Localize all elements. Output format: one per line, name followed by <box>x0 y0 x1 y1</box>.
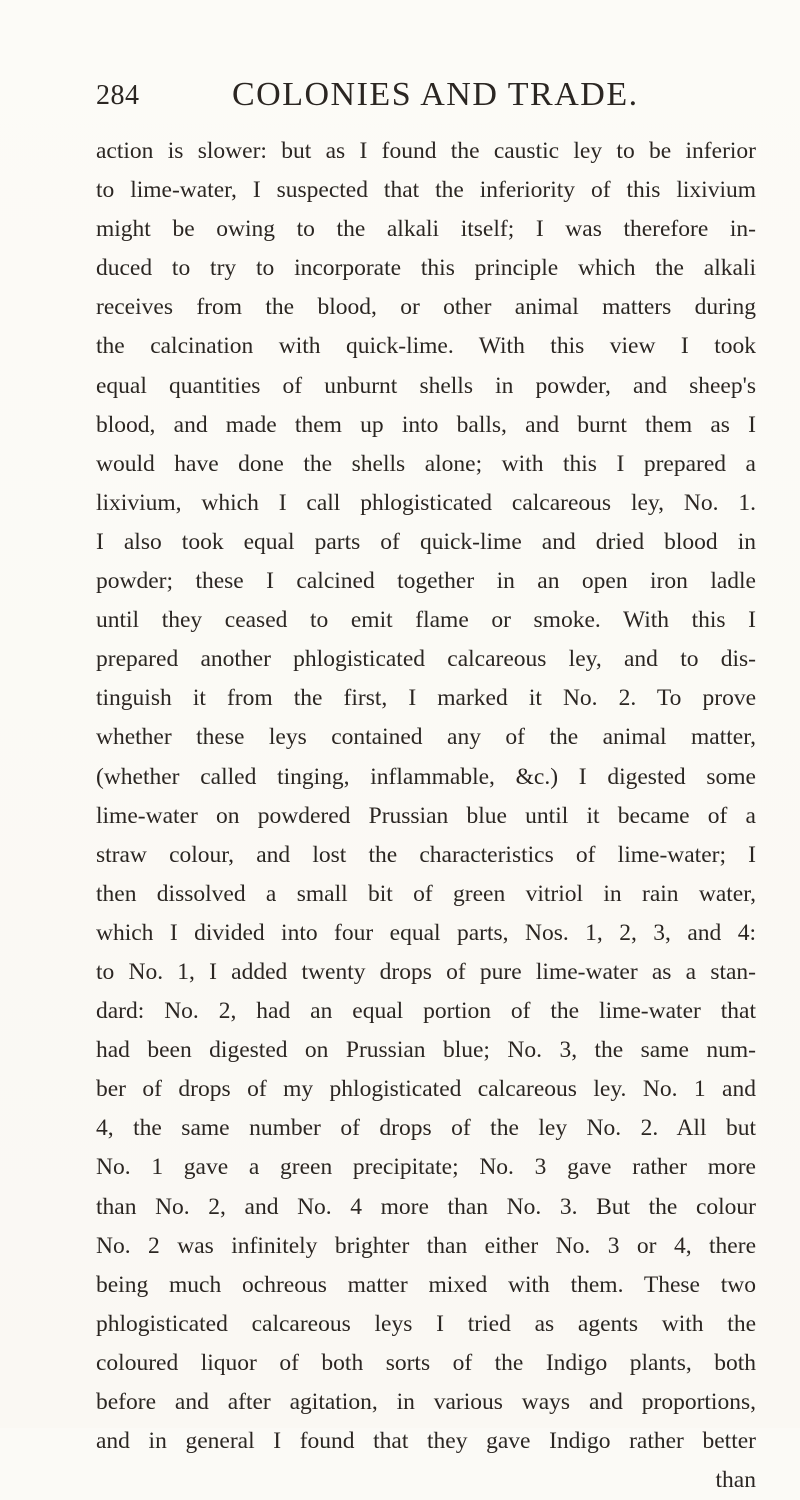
text-line: 4, the same number of drops of the ley No. 2. All but <box>96 1115 756 1142</box>
running-head: COLONIES AND TRADE. <box>232 76 639 113</box>
text-line: until they ceased to emit flame or smoke. With this I <box>96 607 756 634</box>
text-line: to lime-water, I suspected that the inferiority of this lixivium <box>96 177 756 204</box>
text-line: than No. 2, and No. 4 more than No. 3. But the colour <box>96 1193 756 1220</box>
text-line: before and after agitation, in various ways and proportions, <box>96 1389 756 1415</box>
text-line: No. 1 gave a green precipitate; No. 3 gave rather more <box>96 1154 756 1181</box>
text-line: phlogisticated calcareous leys I tried as agents with the <box>96 1310 756 1337</box>
text-line: powder; these I calcined together in an open iron ladle <box>96 568 756 595</box>
text-line: had been digested on Prussian blue; No. 3, the same num- <box>96 1037 756 1064</box>
text-line: and in general I found that they gave Indigo rather better <box>96 1428 756 1455</box>
text-line: No. 2 was infinitely brighter than either No. 3 or 4, there <box>96 1232 756 1259</box>
catchword: than <box>715 1467 756 1494</box>
text-line: (whether called tinging, inflammable, &c.) I digested some <box>96 763 756 790</box>
text-line: tinguish it from the first, I marked it No. 2. To prove <box>96 685 756 712</box>
text-line: which I divided into four equal parts, Nos. 1, 2, 3, and 4: <box>96 919 756 946</box>
text-line: might be owing to the alkali itself; I was therefore in- <box>96 216 756 243</box>
text-line: I also took equal parts of quick-lime and dried blood in <box>96 528 756 555</box>
text-line: ber of drops of my phlogisticated calcareous ley. No. 1 and <box>96 1076 756 1103</box>
text-line: blood, and made them up into balls, and burnt them as I <box>96 411 756 438</box>
text-line: straw colour, and lost the characteristics of lime-water; I <box>96 841 756 868</box>
text-line: being much ochreous matter mixed with them. These two <box>96 1271 756 1298</box>
text-line: would have done the shells alone; with this I prepared a <box>96 450 756 477</box>
text-line: coloured liquor of both sorts of the Indigo plants, both <box>96 1349 756 1376</box>
text-line: action is slower: but as I found the caustic ley to be inferior <box>96 138 756 164</box>
text-line: receives from the blood, or other animal matters during <box>96 294 756 321</box>
body-text <box>96 132 756 1500</box>
page-header <box>96 76 756 116</box>
text-line: to No. 1, I added twenty drops of pure lime-water as a stan- <box>96 958 756 985</box>
text-line: equal quantities of unburnt shells in powder, and sheep's <box>96 372 756 399</box>
text-line: prepared another phlogisticated calcareous ley, and to dis- <box>96 646 756 673</box>
text-line: whether these leys contained any of the animal matter, <box>96 724 756 751</box>
text-line: dard: No. 2, had an equal portion of the lime-water that <box>96 998 756 1025</box>
text-line: then dissolved a small bit of green vitriol in rain water, <box>96 880 756 907</box>
page-number: 284 <box>96 80 140 111</box>
text-line: lime-water on powdered Prussian blue until it became of a <box>96 802 756 829</box>
text-line: lixivium, which I call phlogisticated calcareous ley, No. 1. <box>96 489 756 516</box>
text-line: duced to try to incorporate this principle which the alkali <box>96 255 756 282</box>
text-line: the calcination with quick-lime. With this view I took <box>96 333 756 360</box>
